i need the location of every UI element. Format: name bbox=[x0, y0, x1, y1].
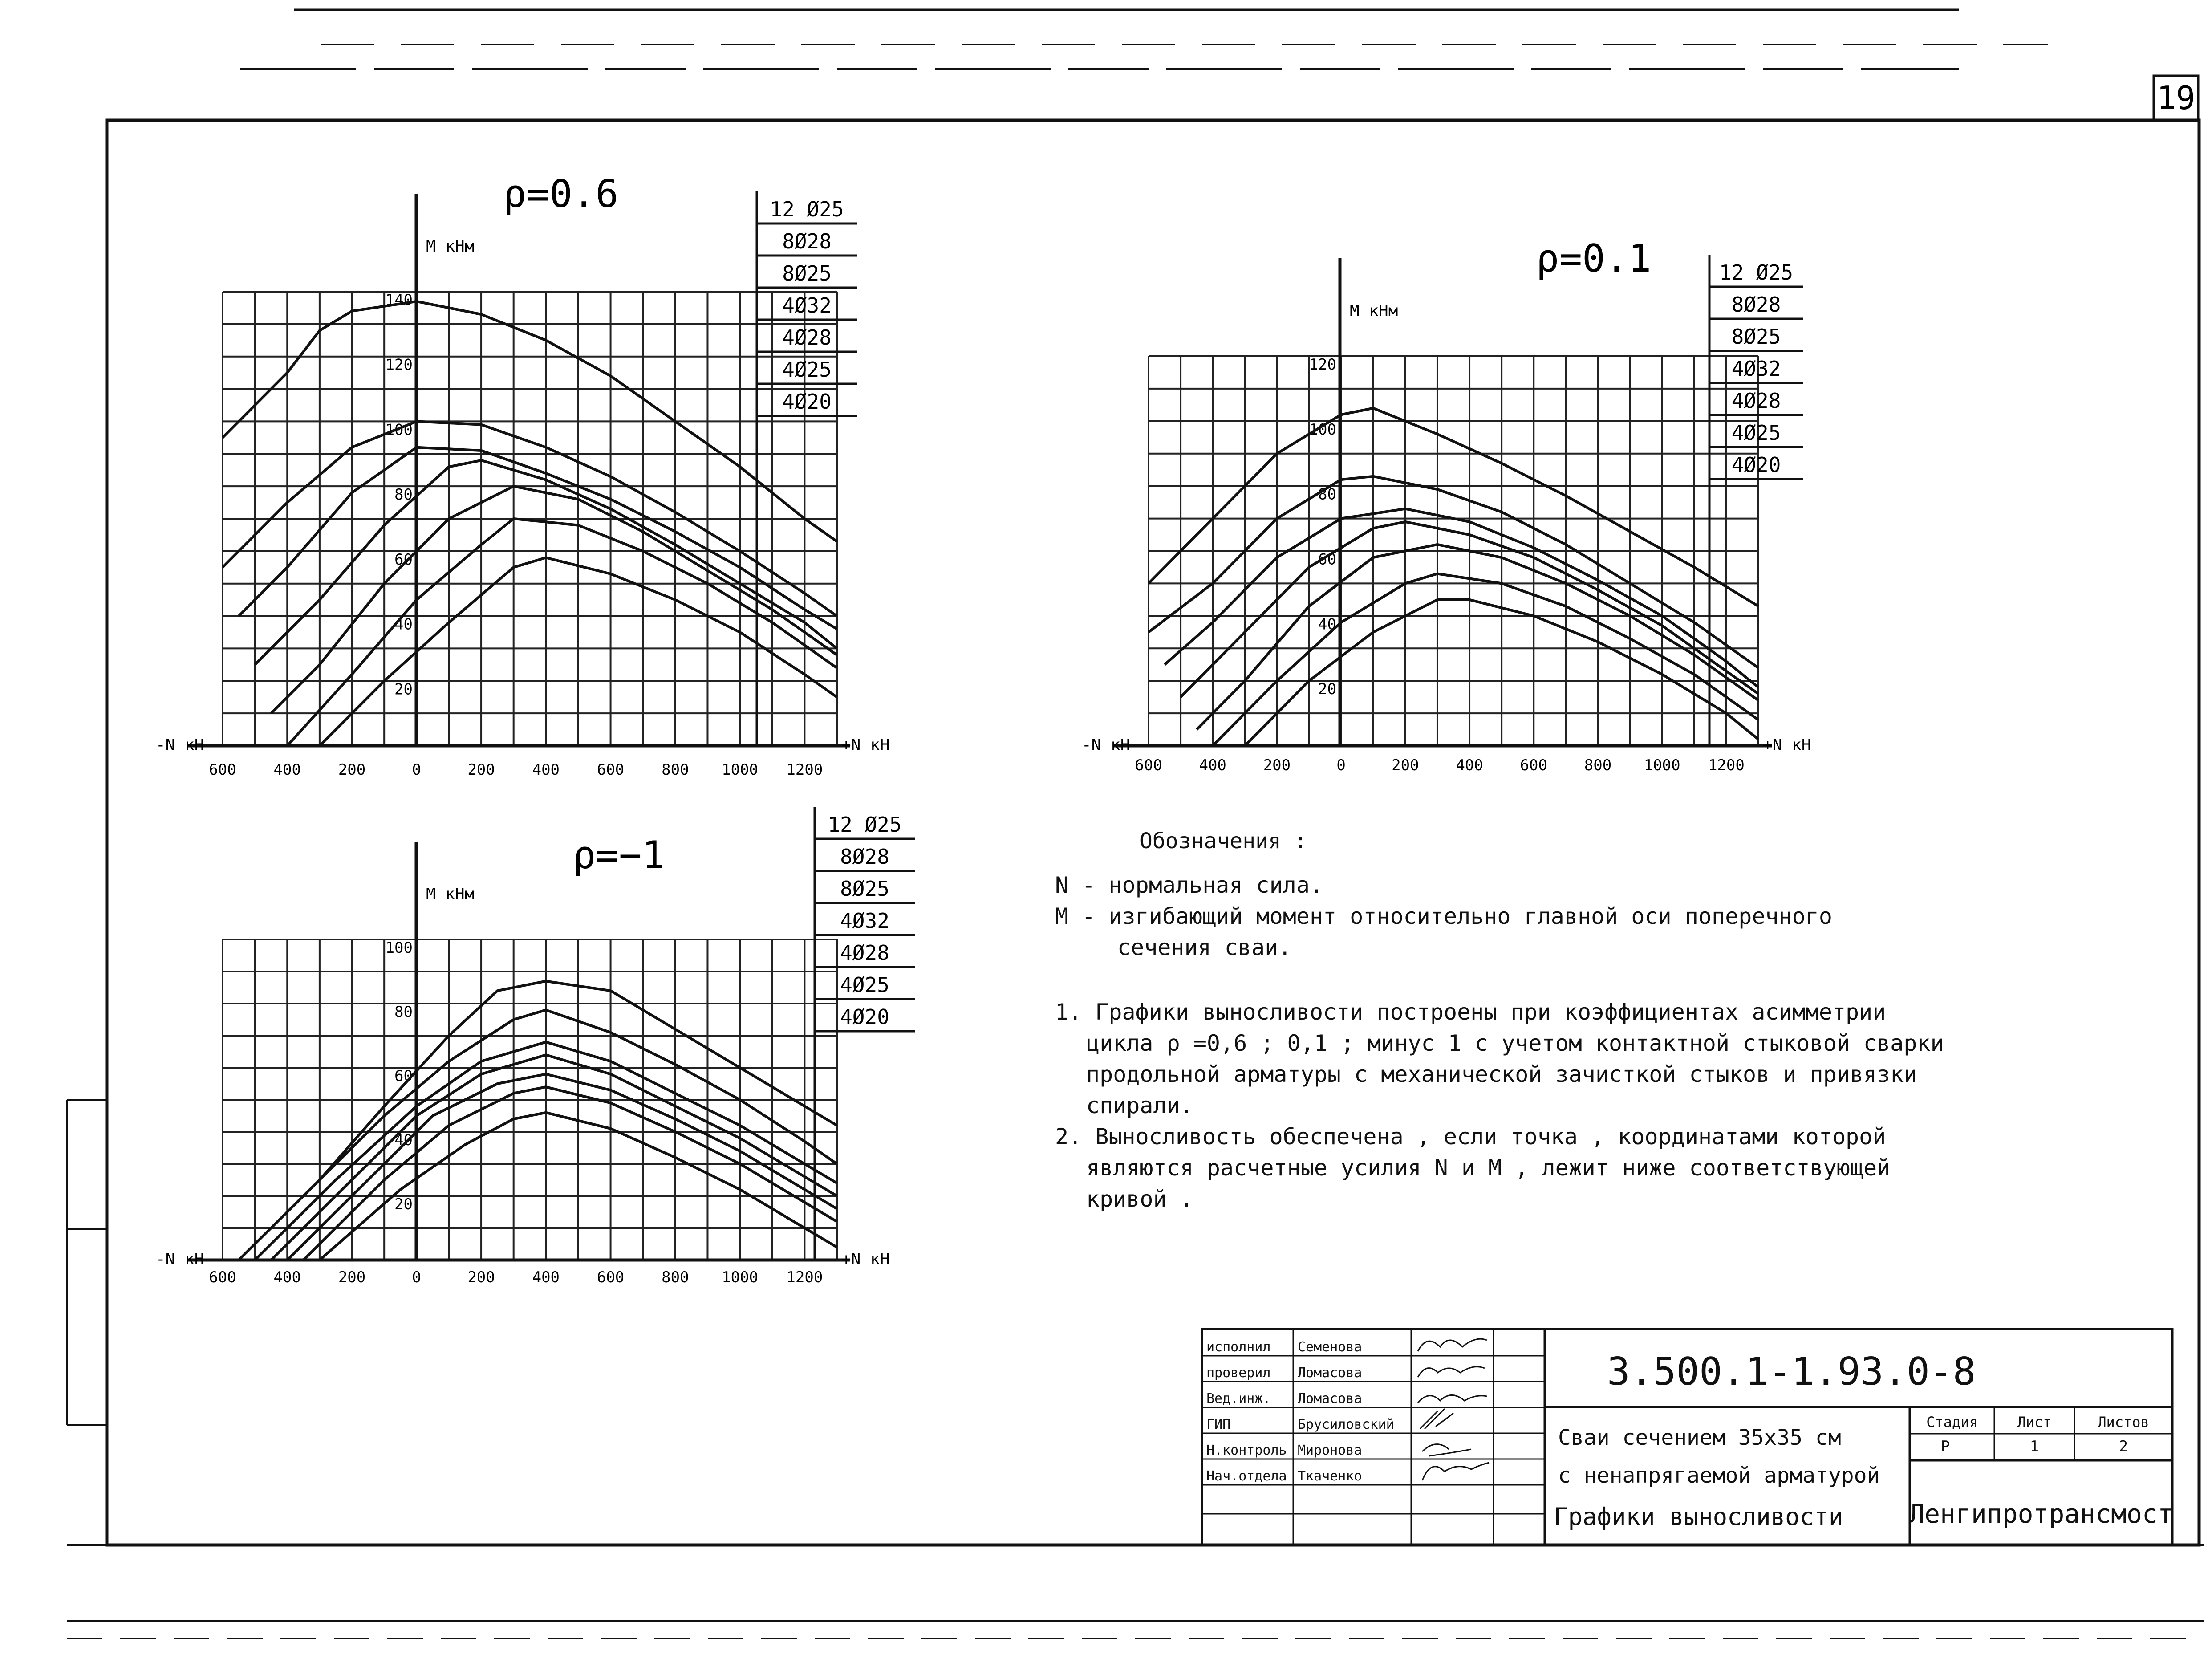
x-tick-label: 200 bbox=[467, 1268, 495, 1286]
notes-block bbox=[1055, 829, 1944, 1212]
sheet-number: 19 bbox=[2156, 79, 2196, 117]
sheet-label: Лист bbox=[2017, 1414, 2052, 1431]
y-axis-label: M кНм bbox=[1350, 302, 1398, 320]
title-block bbox=[1202, 1329, 2173, 1545]
note-item1-line2: цикла ρ =0,6 ; 0,1 ; минус 1 с учетом контактной стыковой сварки bbox=[1086, 1030, 1944, 1056]
x-tick-label: 200 bbox=[1392, 756, 1419, 774]
person-name: Миронова bbox=[1298, 1443, 1362, 1458]
note-item1-line1: 1. Графики выносливости построены при коэффициентах асимметрии bbox=[1055, 999, 1886, 1025]
legend-entry: 4Ø20 bbox=[782, 390, 832, 414]
person-name: Семенова bbox=[1298, 1339, 1362, 1355]
y-tick-label: 40 bbox=[394, 1131, 413, 1149]
x-axis-label-right: +N кН bbox=[841, 736, 890, 754]
x-tick-label: 400 bbox=[1456, 756, 1483, 774]
y-tick-label: 100 bbox=[385, 939, 413, 957]
x-tick-label: 1200 bbox=[786, 1268, 823, 1286]
role-label: ГИП bbox=[1206, 1417, 1231, 1432]
y-axis-label: M кНм bbox=[426, 237, 475, 256]
x-tick-label: 200 bbox=[338, 1268, 366, 1286]
note-item1-line3: продольной арматуры с механической зачисткой стыков и привязки bbox=[1086, 1061, 1917, 1087]
description-line2: с ненапрягаемой арматурой bbox=[1558, 1463, 1880, 1488]
role-label: проверил bbox=[1206, 1365, 1271, 1381]
role-label: Нач.отдела bbox=[1206, 1468, 1287, 1484]
y-tick-label: 20 bbox=[394, 1195, 413, 1213]
note-item2-line2: являются расчетные усилия N и М , лежит ниже соответствующей bbox=[1086, 1155, 1891, 1181]
sheet-frame bbox=[67, 10, 2204, 1638]
x-axis-label-right: +N кН bbox=[841, 1250, 890, 1268]
x-tick-label: 600 bbox=[209, 1268, 236, 1286]
x-tick-label: 400 bbox=[532, 1268, 560, 1286]
x-tick-label: 1000 bbox=[722, 761, 759, 779]
x-tick-label: 400 bbox=[1199, 756, 1226, 774]
stage-value: Р bbox=[1940, 1438, 1950, 1455]
y-tick-label: 120 bbox=[1309, 356, 1336, 374]
document-code: 3.500.1-1.93.0-8 bbox=[1607, 1350, 1976, 1394]
legend-entry: 8Ø28 bbox=[1731, 293, 1781, 317]
notes-title: Обозначения : bbox=[1140, 829, 1307, 854]
sheets-label: Листов bbox=[2098, 1414, 2149, 1431]
y-tick-label: 60 bbox=[1318, 550, 1336, 569]
description-line1: Сваи сечением 35х35 см bbox=[1558, 1425, 1841, 1450]
legend-entry: 4Ø25 bbox=[782, 358, 832, 382]
legend-entry: 8Ø25 bbox=[1731, 325, 1781, 349]
x-tick-label: 600 bbox=[1135, 756, 1162, 774]
legend-entry: 4Ø20 bbox=[1731, 453, 1781, 477]
x-tick-label: 600 bbox=[597, 761, 625, 779]
role-label: Вед.инж. bbox=[1206, 1391, 1271, 1407]
legend-entry: 8Ø25 bbox=[782, 261, 832, 285]
x-axis-label-right: +N кН bbox=[1763, 736, 1811, 754]
legend-entry: 12 Ø25 bbox=[1719, 260, 1794, 285]
chart-title: ρ=0.6 bbox=[503, 172, 619, 216]
legend-entry: 4Ø32 bbox=[1731, 357, 1781, 381]
legend-entry: 8Ø28 bbox=[782, 229, 832, 253]
x-tick-label: 400 bbox=[532, 761, 560, 779]
chart-title: ρ=0.1 bbox=[1536, 236, 1652, 281]
x-tick-label: 0 bbox=[412, 761, 422, 779]
y-tick-label: 20 bbox=[1318, 680, 1336, 699]
chart-panel bbox=[1082, 236, 1811, 774]
chart-panel bbox=[156, 807, 915, 1286]
series-line bbox=[239, 1010, 837, 1260]
y-tick-label: 100 bbox=[385, 421, 413, 439]
person-name: Брусиловский bbox=[1298, 1417, 1394, 1432]
x-tick-label: 0 bbox=[1336, 756, 1346, 774]
x-tick-label: 800 bbox=[1584, 756, 1612, 774]
x-tick-label: 600 bbox=[209, 761, 236, 779]
person-name: Ломасова bbox=[1298, 1365, 1362, 1381]
y-tick-label: 80 bbox=[394, 486, 413, 504]
x-tick-label: 0 bbox=[412, 1268, 422, 1286]
x-axis-label-left: -N кН bbox=[156, 736, 204, 754]
x-tick-label: 1200 bbox=[1708, 756, 1745, 774]
series-line bbox=[287, 1074, 837, 1260]
note-m-definition-line1: М - изгибающий момент относительно главной оси поперечного bbox=[1055, 903, 1832, 929]
x-axis-label-left: -N кН bbox=[156, 1250, 204, 1268]
chart-panel bbox=[156, 172, 889, 779]
note-item2-line3: кривой . bbox=[1086, 1186, 1193, 1212]
series-line bbox=[1213, 574, 1758, 746]
note-item1-line4: спирали. bbox=[1086, 1093, 1193, 1118]
person-name: Ткаченко bbox=[1298, 1468, 1362, 1484]
y-tick-label: 60 bbox=[394, 1067, 413, 1085]
note-n-definition: N - нормальная сила. bbox=[1055, 872, 1323, 898]
legend-entry: 12 Ø25 bbox=[770, 197, 844, 221]
x-tick-label: 400 bbox=[273, 1268, 301, 1286]
x-tick-label: 800 bbox=[662, 761, 689, 779]
chart-title: ρ=−1 bbox=[572, 833, 665, 878]
legend-entry: 4Ø28 bbox=[782, 325, 832, 350]
x-tick-label: 1000 bbox=[1644, 756, 1680, 774]
y-tick-label: 60 bbox=[394, 550, 413, 569]
y-axis-label: M кНм bbox=[426, 885, 475, 903]
charts-layer bbox=[156, 172, 1811, 1286]
description-line3: Графики выносливости bbox=[1554, 1503, 1843, 1531]
sheets-value: 2 bbox=[2119, 1438, 2128, 1455]
y-tick-label: 40 bbox=[394, 615, 413, 634]
x-tick-label: 600 bbox=[597, 1268, 625, 1286]
organization-name: Ленгипротрансмост bbox=[1909, 1499, 2173, 1529]
series-line bbox=[1197, 545, 1758, 730]
role-label: исполнил bbox=[1206, 1339, 1271, 1355]
legend-entry: 4Ø32 bbox=[840, 909, 889, 933]
y-tick-label: 80 bbox=[394, 1003, 413, 1021]
x-tick-label: 200 bbox=[467, 761, 495, 779]
legend-entry: 12 Ø25 bbox=[828, 813, 902, 837]
series-line bbox=[287, 519, 837, 746]
y-tick-label: 100 bbox=[1309, 420, 1336, 439]
x-tick-label: 400 bbox=[273, 761, 301, 779]
legend-entry: 8Ø25 bbox=[840, 877, 889, 901]
x-tick-label: 1200 bbox=[786, 761, 823, 779]
x-tick-label: 200 bbox=[1263, 756, 1291, 774]
legend-entry: 4Ø20 bbox=[840, 1005, 889, 1029]
y-tick-label: 120 bbox=[385, 356, 413, 374]
x-tick-label: 200 bbox=[338, 761, 366, 779]
series-line bbox=[271, 486, 837, 713]
y-tick-label: 140 bbox=[385, 291, 413, 309]
y-tick-label: 80 bbox=[1318, 485, 1336, 504]
legend-entry: 4Ø25 bbox=[840, 973, 889, 997]
note-m-definition-line2: сечения сваи. bbox=[1117, 935, 1292, 960]
x-axis-label-left: -N кН bbox=[1082, 736, 1130, 754]
series-line bbox=[239, 447, 837, 629]
legend-entry: 4Ø28 bbox=[1731, 389, 1781, 413]
x-tick-label: 800 bbox=[662, 1268, 689, 1286]
x-tick-label: 1000 bbox=[722, 1268, 759, 1286]
y-tick-label: 40 bbox=[1318, 615, 1336, 634]
legend-entry: 4Ø25 bbox=[1731, 421, 1781, 445]
legend-entry: 8Ø28 bbox=[840, 845, 889, 869]
stage-label: Стадия bbox=[1926, 1414, 1978, 1431]
legend-entry: 4Ø28 bbox=[840, 941, 889, 965]
x-tick-label: 600 bbox=[1520, 756, 1547, 774]
sheet-value: 1 bbox=[2029, 1438, 2039, 1455]
y-tick-label: 20 bbox=[394, 680, 413, 699]
person-name: Ломасова bbox=[1298, 1391, 1362, 1407]
legend-entry: 4Ø32 bbox=[782, 293, 832, 317]
role-label: Н.контроль bbox=[1206, 1443, 1287, 1458]
note-item2-line1: 2. Выносливость обеспечена , если точка , координатами которой bbox=[1055, 1124, 1886, 1150]
